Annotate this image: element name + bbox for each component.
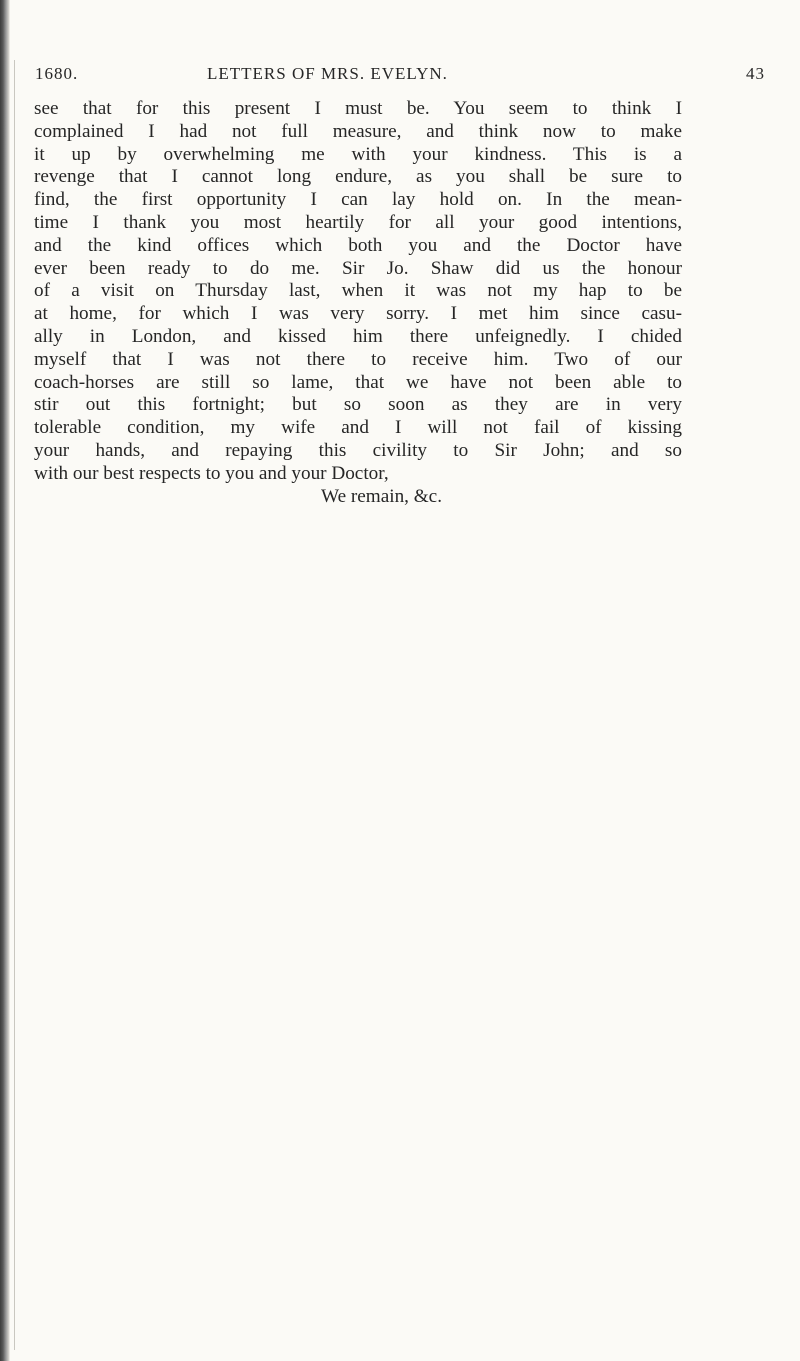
- running-head-title: LETTERS OF MRS. EVELYN.: [207, 64, 448, 83]
- body-line: and the kind offices which both you and the Doctor have: [34, 234, 682, 256]
- page-number: 43: [746, 64, 765, 83]
- body-line: tolerable condition, my wife and I will not fail of kissing: [34, 417, 682, 439]
- gutter-shadow: [14, 60, 15, 1350]
- body-line: ally in London, and kissed him there unfeignedly. I chided: [34, 325, 682, 347]
- body-line: find, the first opportunity I can lay hold on. In the mean-: [34, 189, 682, 211]
- body-line: time I thank you most heartily for all your good intentions,: [34, 211, 682, 233]
- body-line: your hands, and repaying this civility to Sir John; and so: [34, 439, 682, 461]
- letter-closing: We remain, &c.: [321, 485, 442, 507]
- running-head: [35, 60, 765, 88]
- body-line: revenge that I cannot long endure, as you shall be sure to: [34, 166, 682, 188]
- body-line: complained I had not full measure, and think now to make: [34, 120, 682, 142]
- body-line: it up by overwhelming me with your kindness. This is a: [34, 143, 682, 165]
- running-head-year: 1680.: [35, 64, 79, 83]
- body-line: at home, for which I was very sorry. I met him since casu-: [34, 303, 682, 325]
- body-line: myself that I was not there to receive him. Two of our: [34, 348, 682, 370]
- book-binding-edge: [0, 0, 10, 1361]
- body-line: ever been ready to do me. Sir Jo. Shaw did us the honour: [34, 257, 682, 279]
- body-line: stir out this fortnight; but so soon as they are in very: [34, 394, 682, 416]
- body-line: coach-horses are still so lame, that we have not been able to: [34, 371, 682, 393]
- body-line: with our best respects to you and your Doctor,: [34, 462, 389, 484]
- letter-body: [34, 98, 682, 508]
- body-line: see that for this present I must be. You seem to think I: [34, 98, 682, 119]
- body-line: of a visit on Thursday last, when it was not my hap to be: [34, 280, 682, 302]
